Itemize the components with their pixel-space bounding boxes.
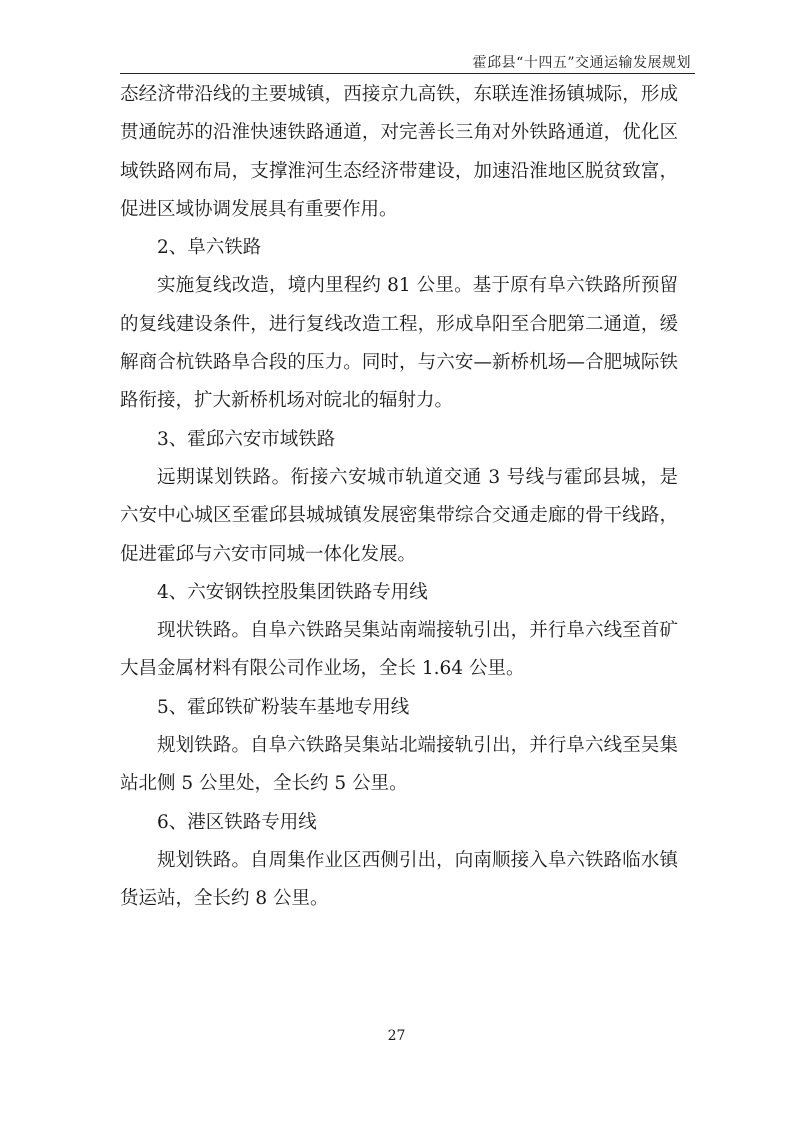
running-header-title: 霍邱县“十四五”交通运输发展规划	[472, 55, 691, 71]
body-line: 促进霍邱与六安市同城一体化发展。	[120, 543, 417, 565]
section-heading-steel-special-line: 4、六安钢铁控股集团铁路专用线	[157, 581, 428, 603]
section-heading-port-special-line: 6、港区铁路专用线	[157, 811, 317, 833]
body-line: 实施复线改造，境内里程约 81 公里。基于原有阜六铁路所预留	[157, 275, 678, 297]
section-heading-fuliu-railway: 2、阜六铁路	[157, 237, 262, 259]
body-line: 六安中心城区至霍邱县城城镇发展密集带综合交通走廊的骨干线路，	[120, 505, 678, 527]
page-number: 27	[387, 1028, 406, 1044]
body-line: 现状铁路。自阜六铁路吴集站南端接轨引出，并行阜六线至首矿	[157, 620, 678, 642]
body-line: 货运站，全长约 8 公里。	[120, 888, 329, 910]
body-line: 的复线建设条件，进行复线改造工程，形成阜阳至合肥第二通道，缓	[120, 313, 678, 335]
body-line: 态经济带沿线的主要城镇，西接京九高铁，东联连淮扬镇城际，形成	[120, 84, 678, 105]
body-line: 解商合杭铁路阜合段的压力。同时，与六安—新桥机场—合肥城际铁	[120, 352, 678, 374]
body-line: 大昌金属材料有限公司作业场，全长 1.64 公里。	[120, 658, 525, 680]
body-line: 远期谋划铁路。衔接六安城市轨道交通 3 号线与霍邱县城，是	[157, 466, 678, 488]
body-line: 规划铁路。自周集作业区西侧引出，向南顺接入阜六铁路临水镇	[157, 849, 678, 871]
body-line: 路衔接，扩大新桥机场对皖北的辐射力。	[120, 390, 454, 412]
header-divider	[120, 73, 695, 74]
body-line: 站北侧 5 公里处，全长约 5 公里。	[120, 773, 408, 795]
body-line: 贯通皖苏的沿淮快速铁路通道，对完善长三角对外铁路通道，优化区	[120, 122, 678, 144]
document-body	[120, 76, 678, 919]
body-line: 促进区域协调发展具有重要作用。	[120, 198, 398, 220]
section-heading-huoqiu-luan-railway: 3、霍邱六安市域铁路	[157, 428, 336, 450]
body-line: 域铁路网布局，支撑淮河生态经济带建设，加速沿淮地区脱贫致富，	[120, 160, 678, 182]
section-heading-iron-powder-special-line: 5、霍邱铁矿粉装车基地专用线	[157, 696, 410, 718]
body-line: 规划铁路。自阜六铁路吴集站北端接轨引出，并行阜六线至吴集	[157, 735, 678, 757]
